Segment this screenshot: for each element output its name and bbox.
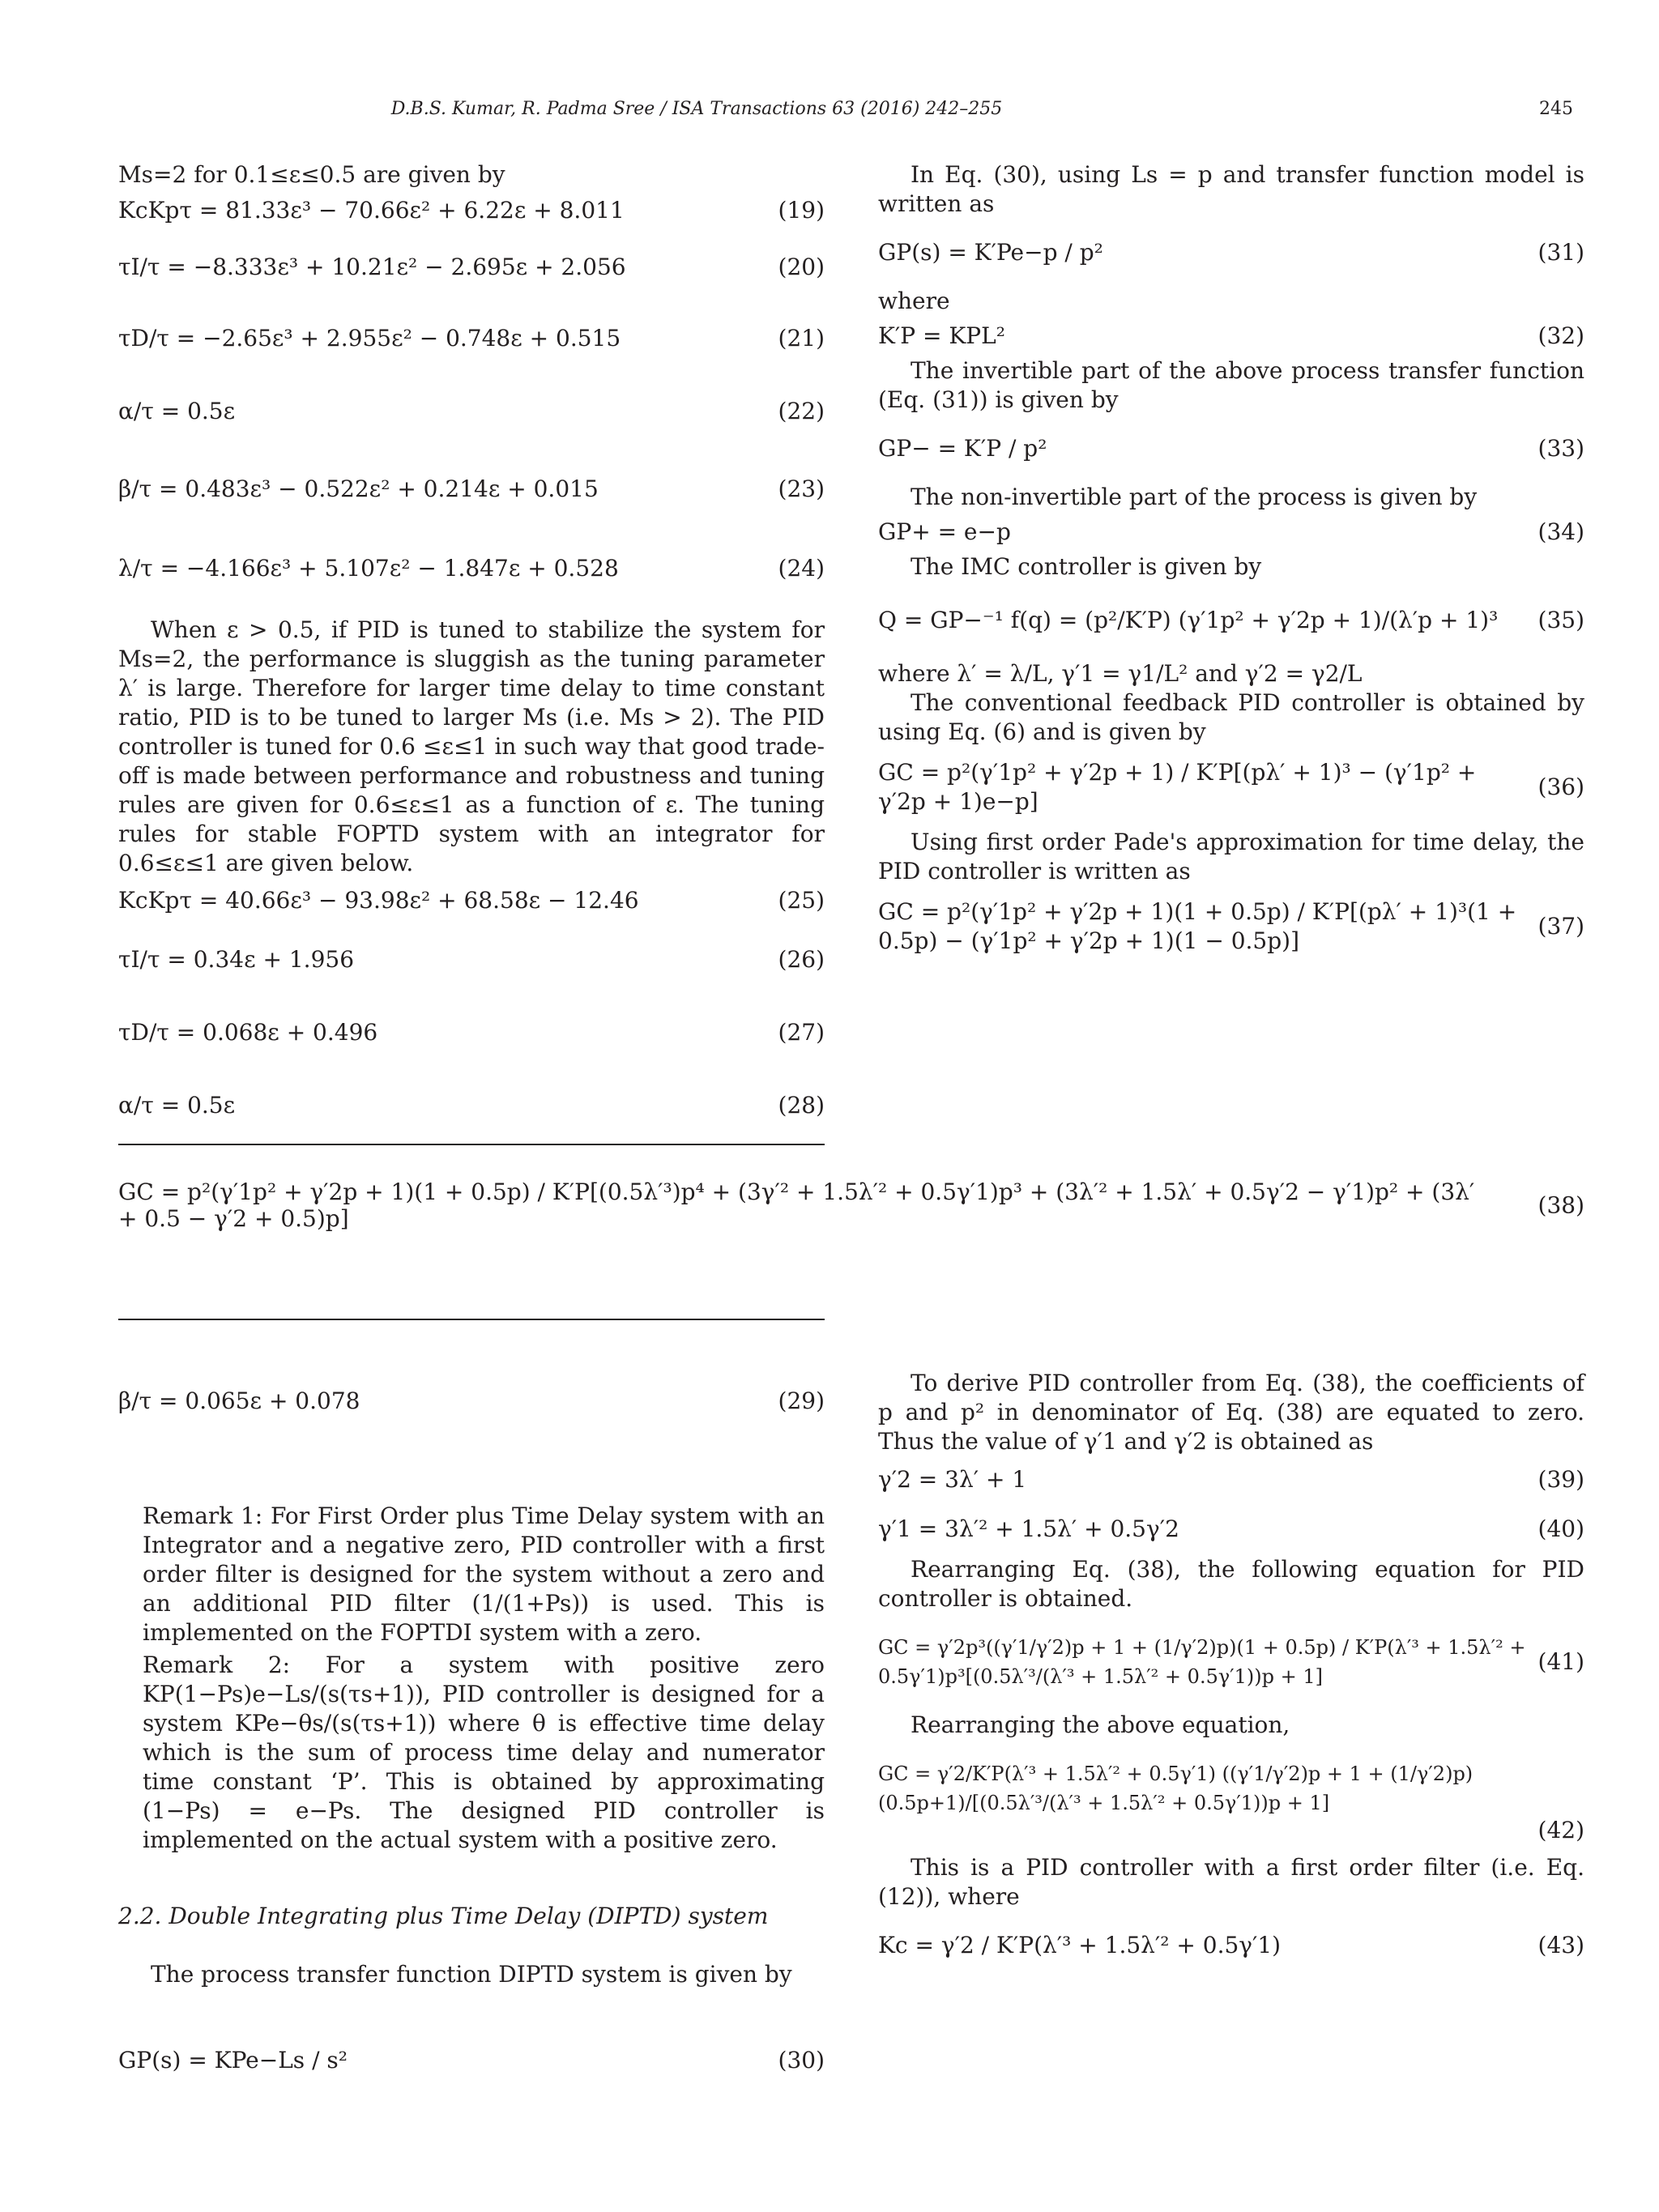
running-header: D.B.S. Kumar, R. Padma Sree / ISA Transactions 63 (2016) 242–255 xyxy=(390,99,1003,119)
equation-20-body: τI/τ = −8.333ε³ + 10.21ε² − 2.695ε + 2.056 xyxy=(118,254,626,280)
equation-43 xyxy=(878,1912,1584,1980)
equation-38-body: GC = p²(γ′1p² + γ′2p + 1)(1 + 0.5p) / K′P[(0.5λ′³)p⁴ + (3γ′² + 1.5λ′² + 0.5γ′1)p³ + (3λ′² + 1.5λ′ + 0.5γ′2 − γ′1)p² + (3λ′ + 0.5 − γ′2 + 0.5)p] xyxy=(118,1178,1475,1232)
equation-19-number: (19) xyxy=(778,197,825,224)
equation-21-body: τD/τ = −2.65ε³ + 2.955ε² − 0.748ε + 0.515 xyxy=(118,325,621,352)
equation-34-body: GP+ = e−p xyxy=(878,518,1011,545)
equation-27-body: τD/τ = 0.068ε + 0.496 xyxy=(118,1019,378,1046)
equation-39-number: (39) xyxy=(1537,1466,1584,1493)
equation-24-number: (24) xyxy=(778,555,825,582)
equation-28 xyxy=(118,1069,825,1142)
bottom-rule xyxy=(118,1319,825,1320)
equation-36-number: (36) xyxy=(1537,774,1584,800)
equation-29 xyxy=(118,1369,825,1434)
equation-43-body: Kc = γ′2 / K′P(λ′³ + 1.5λ′² + 0.5γ′1) xyxy=(878,1932,1282,1958)
equation-41-body: GC = γ′2p³((γ′1/γ′2)p + 1 + (1/γ′2)p)(1 + 0.5p) / K′P(λ′³ + 1.5λ′² + 0.5γ′1)p³[(0.5λ′³/(λ′³ + 1.5λ′² + 0.5γ′1))p + 1] xyxy=(878,1636,1526,1688)
equation-37-body: GC = p²(γ′1p² + γ′2p + 1)(1 + 0.5p) / K′P[(pλ′ + 1)³(1 + 0.5p) − (γ′1p² + γ′2p + 1)(1 − 0.5p)] xyxy=(878,898,1517,954)
equation-39-body: γ′2 = 3λ′ + 1 xyxy=(878,1466,1027,1493)
equation-28-number: (28) xyxy=(778,1092,825,1119)
paragraph-eq30: In Eq. (30), using Ls = p and transfer function model is written as xyxy=(878,161,1584,217)
equation-20-number: (20) xyxy=(778,254,825,280)
equation-30-number: (30) xyxy=(778,2047,825,2073)
left-column-bottom xyxy=(118,1369,825,2093)
equation-26 xyxy=(118,923,825,996)
equation-30 xyxy=(118,2028,825,2093)
equation-25-number: (25) xyxy=(778,887,825,914)
equation-26-number: (26) xyxy=(778,946,825,973)
equation-24-body: λ/τ = −4.166ε³ + 5.107ε² − 1.847ε + 0.528 xyxy=(118,555,619,582)
right-column-bottom xyxy=(878,1369,1584,1980)
equation-42-body: GC = γ′2/K′P(λ′³ + 1.5λ′² + 0.5γ′1) ((γ′1/γ′2)p + 1 + (1/γ′2)p) (0.5p+1)/[(0.5λ′³/(λ′³ + 1.5λ′² + 0.5γ′1))p + 1] xyxy=(878,1762,1473,1814)
right-column-top xyxy=(878,160,1584,967)
equation-23 xyxy=(118,449,825,530)
left-column-top xyxy=(118,160,825,1142)
equation-42 xyxy=(878,1740,1584,1843)
equation-32-number: (32) xyxy=(1537,322,1584,349)
equation-30-body: GP(s) = KPe−Ls / s² xyxy=(118,2047,348,2073)
equation-33-number: (33) xyxy=(1537,435,1584,462)
where-label-2: where λ′ = λ/L, γ′1 = γ1/L² and γ′2 = γ2/L xyxy=(878,660,1363,687)
paragraph-conventional: The conventional feedback PID controller is obtained by using Eq. (6) and is given by xyxy=(878,689,1584,745)
equation-31-body: GP(s) = K′Pe−p / p² xyxy=(878,239,1103,266)
equation-24 xyxy=(118,530,825,607)
equation-22 xyxy=(118,374,825,449)
equation-20 xyxy=(118,232,825,303)
equation-21-number: (21) xyxy=(778,325,825,352)
equation-29-body: β/τ = 0.065ε + 0.078 xyxy=(118,1387,360,1414)
paragraph-tuning: When ε > 0.5, if PID is tuned to stabilize the system for Ms=2, the performance is sluggish as the tuning parameter λ′ is large. Therefore for larger time delay to time constant ratio, PID is to be tuned to larger Ms (i.e. Ms > 2). The PID controller is tuned for 0.6 ≤ε≤1 in such way that good trade-off is made between performance and robustness and tuning rules are given for 0.6≤ε≤1 as a function of ε. The tuning rules for stable FOPTD system with an integrator for 0.6≤ε≤1 are given below. xyxy=(118,616,825,876)
equation-22-body: α/τ = 0.5ε xyxy=(118,398,236,424)
equation-31 xyxy=(878,219,1584,287)
equation-34-number: (34) xyxy=(1537,518,1584,545)
paragraph-pade: Using first order Pade's approximation for time delay, the PID controller is written as xyxy=(878,829,1584,884)
equation-19 xyxy=(118,190,825,232)
paragraph-derive: To derive PID controller from Eq. (38), the coefficients of p and p² in denominator of Eq. (38) are equated to zero. Thus the value of γ′1 and γ′2 is obtained as xyxy=(878,1370,1584,1455)
equation-33-body: GP− = K′P / p² xyxy=(878,435,1047,462)
paragraph-rearrange-1: Rearranging Eq. (38), the following equation for PID controller is obtained. xyxy=(878,1556,1584,1612)
equation-34 xyxy=(878,512,1584,552)
equation-27 xyxy=(118,996,825,1069)
equation-32 xyxy=(878,316,1584,356)
equation-37-number: (37) xyxy=(1537,913,1584,940)
equation-39 xyxy=(878,1456,1584,1503)
where-label-1: where xyxy=(878,288,950,314)
paragraph-invertible: The invertible part of the above process transfer function (Eq. (31)) is given by xyxy=(878,357,1584,413)
equation-41-number: (41) xyxy=(1537,1648,1584,1675)
equation-19-body: KcKpτ = 81.33ε³ − 70.66ε² + 6.22ε + 8.011 xyxy=(118,197,625,224)
equation-21 xyxy=(118,303,825,374)
equation-28-body: α/τ = 0.5ε xyxy=(118,1092,236,1119)
equation-40 xyxy=(878,1503,1584,1555)
equation-35-number: (35) xyxy=(1537,607,1584,633)
equation-40-number: (40) xyxy=(1537,1515,1584,1542)
equation-38-number: (38) xyxy=(1537,1191,1584,1219)
equation-31-number: (31) xyxy=(1537,239,1584,266)
equation-40-body: γ′1 = 3λ′² + 1.5λ′ + 0.5γ′2 xyxy=(878,1515,1179,1542)
equation-35 xyxy=(878,582,1584,659)
equation-25 xyxy=(118,878,825,923)
section-heading: 2.2. Double Integrating plus Time Delay (DIPTD) system xyxy=(118,1903,769,1929)
paragraph-imc: The IMC controller is given by xyxy=(911,553,1262,580)
equation-23-number: (23) xyxy=(778,475,825,502)
equation-37 xyxy=(878,886,1584,967)
paragraph-rearrange-2: Rearranging the above equation, xyxy=(911,1711,1290,1738)
equation-29-number: (29) xyxy=(778,1387,825,1414)
equation-23-body: β/τ = 0.483ε³ − 0.522ε² + 0.214ε + 0.015 xyxy=(118,475,599,502)
equation-22-number: (22) xyxy=(778,398,825,424)
equation-32-body: K′P = KPL² xyxy=(878,322,1005,349)
paragraph-diptd: The process transfer function DIPTD system is given by xyxy=(151,1961,792,1988)
remark-1: Remark 1: For First Order plus Time Delay system with an Integrator and a negative zero, PID controller with a first order filter is designed for the system without a zero and an additional PID filter (1/(1+Ps)) is used. This is implemented on the FOPTDI system with a zero. xyxy=(143,1502,825,1646)
paragraph-noninvertible: The non-invertible part of the process is given by xyxy=(911,484,1478,510)
equation-27-number: (27) xyxy=(778,1019,825,1046)
equation-41 xyxy=(878,1613,1584,1711)
equation-43-number: (43) xyxy=(1537,1932,1584,1958)
remark-2: Remark 2: For a system with positive zero KP(1−Ps)e−Ls/(s(τs+1)), PID controller is designed for a system KPe−θs/(s(τs+1)) where θ is effective time delay which is the sum of process time delay and numerator time constant ‘P’. This is obtained by approximating (1−Ps) = e−Ps. The designed PID controller is implemented on the actual system with a positive zero. xyxy=(143,1652,825,1853)
paragraph-pid-filter: This is a PID controller with a first order filter (i.e. Eq. (12)), where xyxy=(878,1854,1584,1910)
equation-25-body: KcKpτ = 40.66ε³ − 93.98ε² + 68.58ε − 12.46 xyxy=(118,887,639,914)
page-number: 245 xyxy=(1539,99,1573,119)
equation-35-body: Q = GP−⁻¹ f(q) = (p²/K′P) (γ′1p² + γ′2p + 1)/(λ′p + 1)³ xyxy=(878,607,1499,633)
equation-26-body: τI/τ = 0.34ε + 1.956 xyxy=(118,946,355,973)
top-rule xyxy=(118,1144,825,1145)
equation-33 xyxy=(878,415,1584,483)
equation-36-body: GC = p²(γ′1p² + γ′2p + 1) / K′P[(pλ′ + 1)³ − (γ′1p² + γ′2p + 1)e−p] xyxy=(878,759,1477,815)
equation-38 xyxy=(118,1165,1584,1246)
intro-text: Ms=2 for 0.1≤ε≤0.5 are given by xyxy=(118,161,505,188)
equation-36 xyxy=(878,747,1584,828)
equation-42-number: (42) xyxy=(1537,1817,1584,1843)
